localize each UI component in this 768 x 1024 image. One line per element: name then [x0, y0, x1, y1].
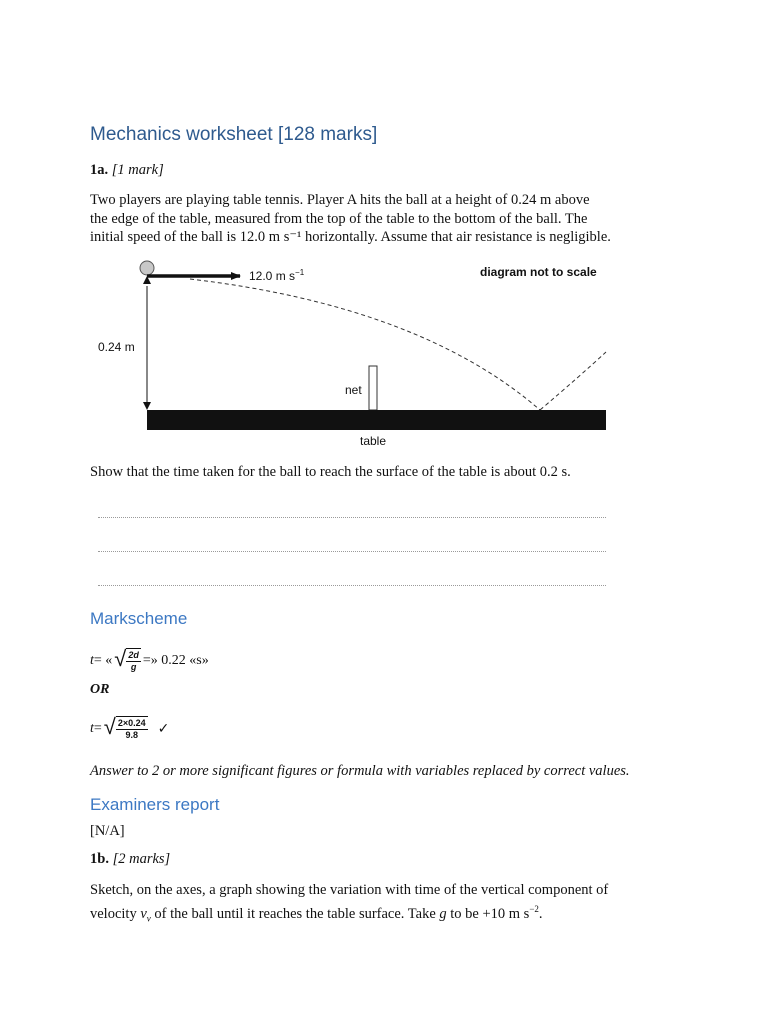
intro-line: Two players are playing table tennis. Player A hits the ball at a height of 0.24 m above	[90, 192, 590, 208]
question-number: 1b.	[90, 851, 109, 867]
table-shape	[147, 410, 606, 430]
check-mark-icon: ✓	[157, 720, 170, 737]
intro-line: the edge of the table, measured from the top of the table to the bottom of the ball. The	[90, 210, 588, 227]
height-label: 0.24 m	[98, 340, 135, 354]
question-1b-header	[90, 851, 170, 868]
fraction-denominator: 9.8	[125, 730, 139, 740]
prompt-line: Sketch, on the axes, a graph showing the variation with time of the vertical component of	[90, 882, 609, 898]
trajectory-path	[190, 279, 540, 410]
question-marks: [1 mark]	[111, 162, 164, 178]
radical-sign: √	[103, 715, 116, 740]
table-tennis-diagram	[90, 256, 620, 452]
question-1a-header	[90, 162, 164, 179]
answer-line	[98, 551, 606, 552]
fraction-numerator: 2×0.24	[117, 718, 146, 728]
formula-variable: t	[90, 652, 94, 668]
fraction	[116, 716, 148, 741]
markscheme-heading: Markscheme	[90, 609, 188, 628]
question-marks: [2 marks]	[112, 851, 171, 867]
fraction	[126, 648, 141, 673]
formula-variable: t	[90, 720, 94, 736]
intro-line: initial speed of the ball is 12.0 m s⁻¹ horizontally. Assume that air resistance is negligible.	[90, 229, 611, 245]
markscheme-formula-1	[90, 648, 209, 673]
fraction-numerator: 2d	[128, 650, 139, 660]
examiners-report-text: [N/A]	[90, 823, 125, 839]
formula-text: = «	[93, 652, 113, 668]
net-shape	[369, 366, 377, 410]
examiners-report-heading: Examiners report	[90, 795, 220, 814]
question-1a-prompt: Show that the time taken for the ball to reach the surface of the table is about 0.2 s.	[90, 464, 571, 480]
or-label: OR	[90, 682, 110, 697]
ball-shape	[140, 261, 154, 275]
square-root	[104, 716, 148, 741]
diagram-note: diagram not to scale	[480, 265, 597, 279]
rebound-path	[540, 352, 606, 410]
speed-label: 12.0 m $s^{-1}$	[249, 268, 305, 283]
height-arrow-bottom	[143, 402, 151, 410]
fraction-denominator: g	[130, 662, 137, 672]
answer-line	[98, 517, 606, 518]
markscheme-formula-2	[90, 716, 169, 741]
answer-line	[98, 585, 606, 586]
markscheme-note: Answer to 2 or more significant figures or formula with variables replaced by correct values.	[90, 763, 630, 779]
question-number: 1a.	[90, 162, 109, 178]
formula-text: =	[93, 720, 102, 736]
formula-text: =» 0.22 «s»	[142, 652, 209, 668]
square-root	[114, 648, 141, 673]
table-label: table	[360, 434, 387, 448]
radical-sign: √	[114, 647, 127, 672]
prompt-line: velocity $v_v$ of the ball until it reaches the table surface. Take g to be +10 m $s^{-2}$.	[90, 903, 543, 924]
page-title: Mechanics worksheet [128 marks]	[90, 124, 378, 145]
question-1a-intro	[90, 191, 670, 247]
question-1b-prompt	[90, 881, 670, 928]
net-label: net	[345, 383, 362, 397]
